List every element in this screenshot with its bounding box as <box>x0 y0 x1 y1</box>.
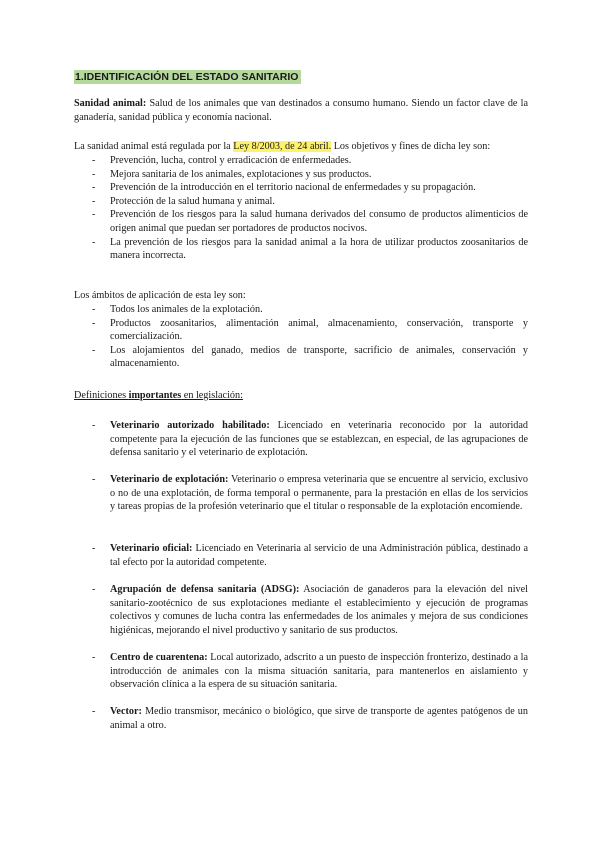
scopes-list <box>74 303 528 371</box>
definition-item <box>74 473 528 514</box>
list-item: - Protección de la salud humana y animal. <box>74 195 528 209</box>
dash-bullet: - <box>92 584 96 595</box>
dash-bullet: - <box>92 706 96 717</box>
definition-item <box>74 542 528 569</box>
intro-term: Sanidad animal: <box>74 98 147 109</box>
intro-paragraph <box>74 97 528 124</box>
list-item: - Prevención de la introducción en el territorio nacional de enfermedades y su propagación. <box>74 181 528 195</box>
list-item: - Prevención de los riesgos para la salud humana derivados del consumo de productos alimenticios de origen animal que puedan ser portadores de productos nocivos. <box>74 208 528 235</box>
definition-item <box>74 583 528 637</box>
law-text-before: La sanidad animal está regulada por la <box>74 141 234 152</box>
definition-term: Veterinario autorizado habilitado: <box>110 420 270 431</box>
definition-item <box>74 705 528 732</box>
law-text-after: Los objetivos y fines de dicha ley son: <box>331 141 491 152</box>
dash-bullet: - <box>92 652 96 663</box>
objectives-list <box>74 154 528 263</box>
list-item: - Prevención, lucha, control y erradicación de enfermedades. <box>74 154 528 168</box>
definition-text: Veterinario o empresa veterinaria que se encuentre al servicio, exclusivo o no de una explotación, de forma temporal o permanente, para la prestación en ellas de los servicios y tareas propias de la profesión veterinario que el titular o responsable de la explotación encomiende. <box>110 474 528 513</box>
list-item: - Los alojamientos del ganado, medios de transporte, sacrificio de animales, conservación y almacenamiento. <box>74 344 528 371</box>
definition-item <box>74 651 528 692</box>
definition-text: Local autorizado, adscrito a un puesto de inspección fronterizo, destinado a la introducción de animales con la misma situación sanitaria, para mantenerlos en aislamiento y observación clínica a la espera de su situación sanitaria. <box>110 652 528 691</box>
definition-text: Licenciado en veterinaria reconocido por la autoridad competente para la ejecución de las funciones que se establezcan, en especial, de las agrupaciones de defensa sanitario y el veterinario de explotación. <box>110 420 528 459</box>
intro-text: Salud de los animales que van destinados a consumo humano. Siendo un factor clave de la ganadería, sanidad pública y economía nacional. <box>74 98 528 123</box>
definition-term: Vector: <box>110 706 142 717</box>
definition-text: Medio transmisor, mecánico o biológico, que sirve de transporte de agentes patógenos de un animal a otro. <box>110 706 528 731</box>
definition-term: Agrupación de defensa sanitaria (ADSG): <box>110 584 300 595</box>
definitions-title <box>74 389 528 403</box>
law-paragraph <box>74 140 528 154</box>
definition-term: Veterinario de explotación: <box>110 474 229 485</box>
section-heading: 1.IDENTIFICACIÓN DEL ESTADO SANITARIO <box>74 70 301 84</box>
scope-intro: Los ámbitos de aplicación de esta ley son: <box>74 290 246 301</box>
definition-term: Centro de cuarentena: <box>110 652 208 663</box>
definitions-title-part3: en legislación: <box>181 390 243 401</box>
definition-text: Asociación de ganaderos para la elevación del nivel sanitario-zootécnico de sus explotaciones mediante el establecimiento y ejecución de programas colectivos y comunes de lucha contra las enfermedades de los animales y mejora de sus condiciones higiénicas, mejorando el nivel productivo y sanitario de sus productos. <box>110 584 528 636</box>
dash-bullet: - <box>92 474 96 485</box>
list-item: - La prevención de los riesgos para la sanidad animal a la hora de utilizar productos zoosanitarios de manera incorrecta. <box>74 236 528 263</box>
list-item: - Todos los animales de la explotación. <box>74 303 528 317</box>
law-highlight: Ley 8/2003, de 24 abril. <box>233 141 332 152</box>
dash-bullet: - <box>92 420 96 431</box>
definitions-title-part2: importantes <box>128 390 182 401</box>
dash-bullet: - <box>92 543 96 554</box>
list-item: - Mejora sanitaria de los animales, explotaciones y sus productos. <box>74 168 528 182</box>
definition-text: Licenciado en Veterinaria al servicio de una Administración pública, destinado a tal efecto por la autoridad competente. <box>110 543 528 568</box>
definition-item <box>74 419 528 460</box>
list-item: - Productos zoosanitarios, alimentación animal, almacenamiento, conservación, transporte y comercialización. <box>74 317 528 344</box>
definition-term: Veterinario oficial: <box>110 543 193 554</box>
definitions-title-part1: Definiciones <box>74 390 129 401</box>
